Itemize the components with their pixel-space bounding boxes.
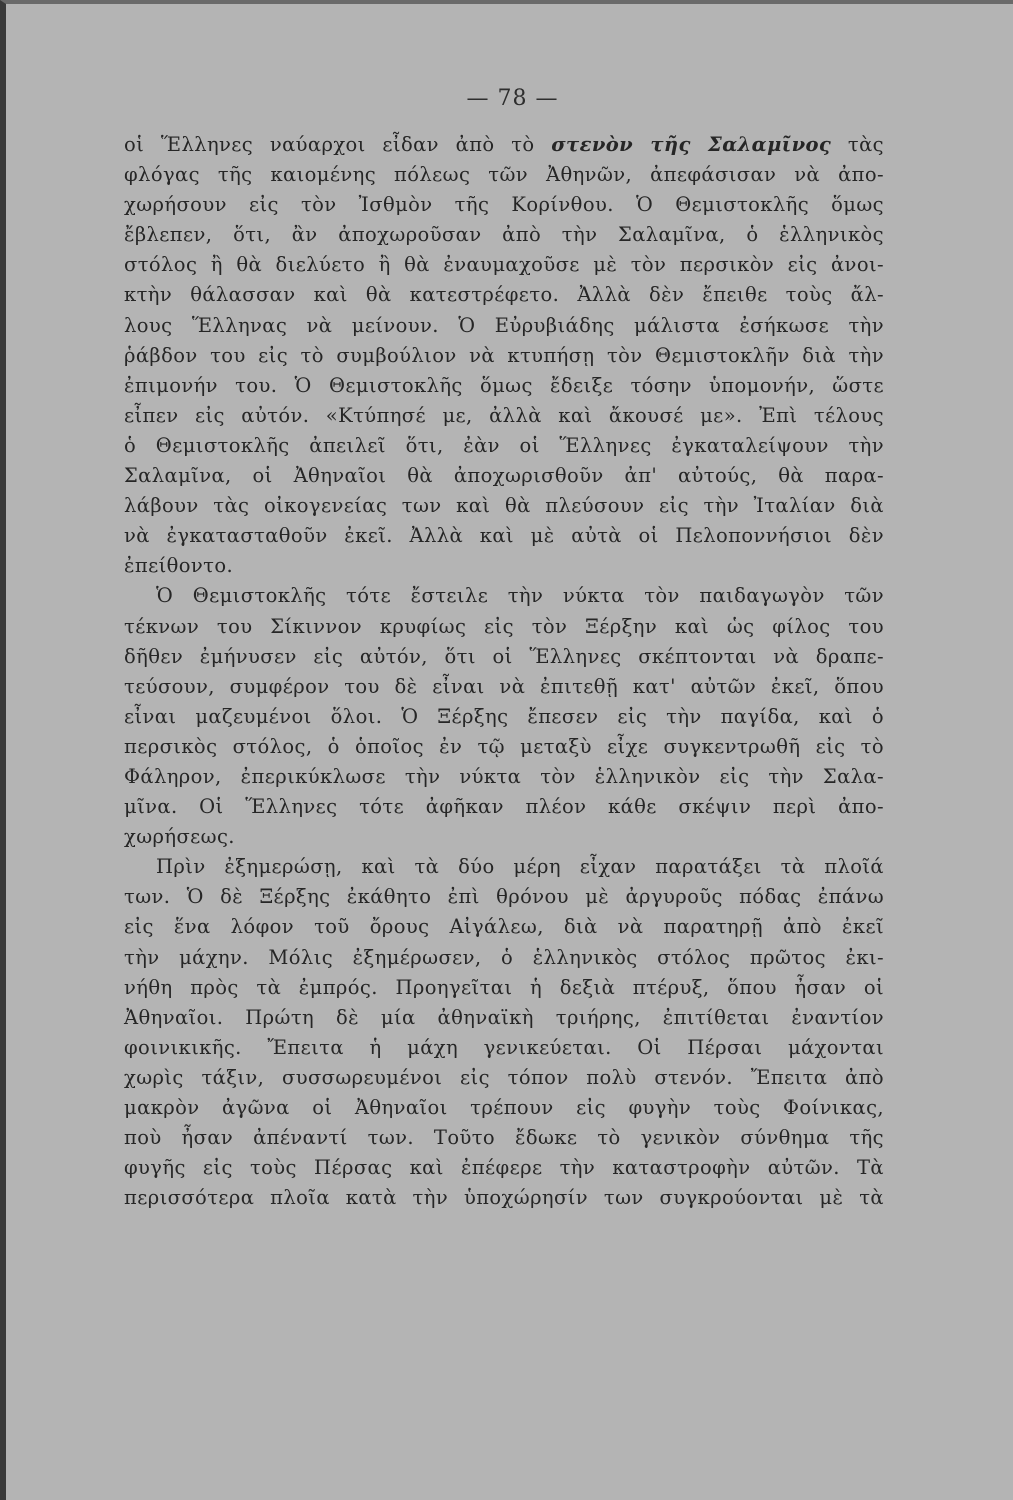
text-line: Σαλαμῖνα, οἱ Ἀθηναῖοι θὰ ἀποχωρισθοῦν ἀπ' αὐτούς, θὰ παρα- — [124, 464, 884, 488]
text-line: λάβουν τὰς οἰκογενείας των καὶ θὰ πλεύσουν εἰς τὴν Ἰταλίαν διὰ — [124, 494, 884, 518]
text-line: ὁ Θεμιστοκλῆς ἀπειλεῖ ὅτι, ἐὰν οἱ Ἕλληνες ἐγκαταλείψουν τὴν — [124, 433, 884, 457]
text-line: περισσότερα πλοῖα κατὰ τὴν ὑποχώρησίν των συγκρούονται μὲ τὰ — [124, 1186, 884, 1210]
text-line: φοινικικῆς. Ἔπειτα ἡ μάχη γενικεύεται. Οἱ Πέρσαι μάχονται — [124, 1035, 884, 1059]
text-line: ἐπιμονήν του. Ὁ Θεμιστοκλῆς ὅμως ἔδειξε τόσην ὑπομονήν, ὥστε — [124, 373, 884, 397]
text-line: μακρὸν ἀγῶνα οἱ Ἀθηναῖοι τρέπουν εἰς φυγὴν τοὺς Φοίνικας, — [124, 1096, 884, 1119]
paragraph-start-line: Πρὶν ἐξημερώσῃ, καὶ τὰ δύο μέρη εἶχαν παρατάξει τὰ πλοῖά — [156, 855, 884, 879]
text-line: νήθη πρὸς τὰ ἐμπρός. Προηγεῖται ἡ δεξιὰ πτέρυξ, ὅπου ἦσαν οἱ — [124, 975, 884, 999]
body-text — [124, 130, 884, 1213]
text-line: τέκνων του Σίκιννον κρυφίως εἰς τὸν Ξέρξην καὶ ὡς φίλος του — [124, 614, 884, 638]
text-line: εἰς ἕνα λόφον τοῦ ὄρους Αἰγάλεω, διὰ νὰ παρατηρῇ ἀπὸ ἐκεῖ — [124, 915, 884, 939]
text-line: τεύσουν, συμφέρον του δὲ εἶναι νὰ ἐπιτεθῇ κατ' αὐτῶν ἐκεῖ, ὅπου — [124, 674, 884, 698]
text-line: λους Ἕλληνας νὰ μείνουν. Ὁ Εὐρυβιάδης μάλιστα ἐσήκωσε τὴν — [124, 313, 884, 337]
text-line: Ἀθηναῖοι. Πρώτη δὲ μία ἀθηναϊκὴ τριήρης, ἐπιτίθεται ἐναντίον — [124, 1005, 884, 1029]
text-line: περσικὸς στόλος, ὁ ὁποῖος ἐν τῷ μεταξὺ εἶχε συγκεντρωθῆ εἰς τὸ — [124, 734, 884, 758]
text-line: ἔβλεπεν, ὅτι, ἂν ἀποχωροῦσαν ἀπὸ τὴν Σαλαμῖνα, ὁ ἑλληνικὸς — [124, 223, 884, 247]
emphasized-phrase: στενὸν τῆς Σαλαμῖνος — [551, 133, 832, 156]
text-line: των. Ὁ δὲ Ξέρξης ἐκάθητο ἐπὶ θρόνου μὲ ἀργυροῦς πόδας ἐπάνω — [124, 885, 884, 909]
page-number: — 78 — — [466, 86, 559, 111]
text-line: ποὺ ἦσαν ἀπέναντί των. Τοῦτο ἔδωκε τὸ γενικὸν σύνθημα τῆς — [124, 1126, 884, 1150]
text-line: Φάληρον, ἐπερικύκλωσε τὴν νύκτα τὸν ἑλληνικὸν εἰς τὴν Σαλα- — [124, 764, 884, 788]
text-line: κτὴν θάλασσαν καὶ θὰ κατεστρέφετο. Ἀλλὰ δὲν ἔπειθε τοὺς ἄλ- — [124, 283, 884, 307]
text-line: δῆθεν ἐμήνυσεν εἰς αὐτόν, ὅτι οἱ Ἕλληνες σκέπτονται νὰ δραπε- — [124, 644, 884, 668]
text-line: οἱ Ἕλληνες ναύαρχοι εἶδαν ἀπὸ τὸ στενὸν τῆς Σαλαμῖνος τὰς — [124, 133, 884, 156]
text-line: εἶναι μαζευμένοι ὅλοι. Ὁ Ξέρξης ἔπεσεν εἰς τὴν παγίδα, καὶ ὁ — [124, 704, 884, 728]
paragraph-start-line: Ὁ Θεμιστοκλῆς τότε ἔστειλε τὴν νύκτα τὸν παιδαγωγὸν τῶν — [156, 584, 884, 608]
text-line: ἐπείθοντο. — [124, 554, 234, 578]
text-line: νὰ ἐγκατασταθοῦν ἐκεῖ. Ἀλλὰ καὶ μὲ αὐτὰ οἱ Πελοποννήσιοι δὲν — [124, 524, 884, 548]
text-line: χωρήσεως. — [124, 825, 235, 849]
text-line: εἶπεν εἰς αὐτόν. «Κτύπησέ με, ἀλλὰ καὶ ἄκουσέ με». Ἐπὶ τέλους — [124, 403, 884, 427]
text-line: τὴν μάχην. Μόλις ἐξημέρωσεν, ὁ ἑλληνικὸς στόλος πρῶτος ἐκι- — [124, 945, 884, 969]
text-line: χωρήσουν εἰς τὸν Ἰσθμὸν τῆς Κορίνθου. Ὁ Θεμιστοκλῆς ὅμως — [124, 193, 884, 217]
text-line: χωρὶς τάξιν, συσσωρευμένοι εἰς τόπον πολὺ στενόν. Ἔπειτα ἀπὸ — [124, 1065, 884, 1089]
text-line: φλόγας τῆς καιομένης πόλεως τῶν Ἀθηνῶν, ἀπεφάσισαν νὰ ἀπο- — [124, 163, 884, 187]
text-line: μῖνα. Οἱ Ἕλληνες τότε ἀφῆκαν πλέον κάθε σκέψιν περὶ ἀπο- — [124, 795, 884, 819]
text-line: ῥάβδον του εἰς τὸ συμβούλιον νὰ κτυπήσῃ τὸν Θεμιστοκλῆν διὰ τὴν — [124, 343, 884, 367]
text-line: στόλος ἢ θὰ διελύετο ἢ θὰ ἐναυμαχοῦσε μὲ τὸν περσικὸν εἰς ἀνοι- — [124, 253, 884, 277]
text-line: φυγῆς εἰς τοὺς Πέρσας καὶ ἐπέφερε τὴν καταστροφὴν αὐτῶν. Τὰ — [124, 1156, 884, 1180]
